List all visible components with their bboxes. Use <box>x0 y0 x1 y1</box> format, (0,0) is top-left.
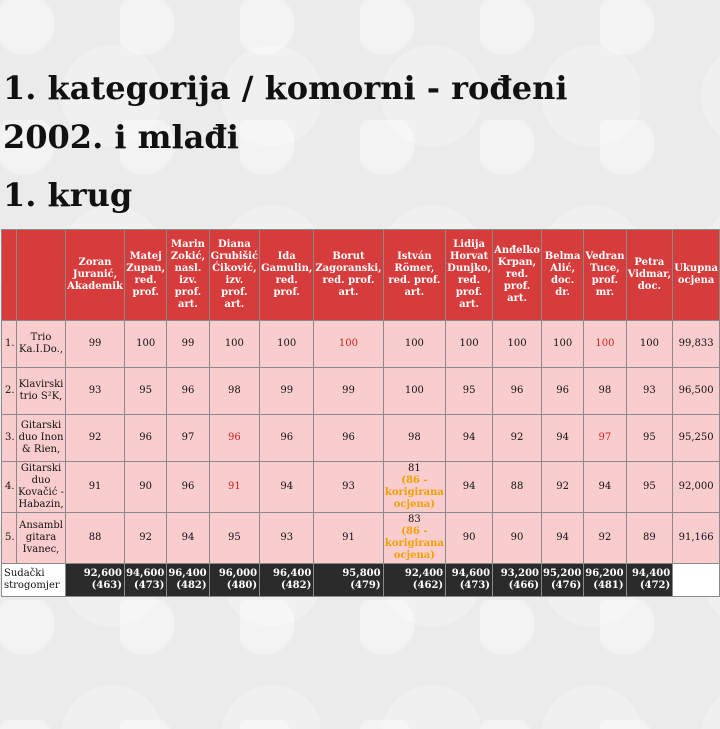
strictness-sum: (481) <box>593 580 624 591</box>
score-value: 96 <box>181 385 195 396</box>
strictness-value <box>314 564 383 597</box>
header-cell: Marin Zokić, nasl. izv. prof. art. <box>167 230 209 321</box>
score-value: 93 <box>643 385 656 396</box>
ensemble-name: Ansambl gitara Ivanec, <box>16 513 65 564</box>
header-cell: Zoran Juranić, Akademik <box>66 230 125 321</box>
score-cell <box>314 415 383 462</box>
strictness-avg: 96,400 <box>273 568 312 579</box>
score-value: 100 <box>595 338 615 349</box>
score-value: 90 <box>510 532 524 543</box>
score-value: 96 <box>510 385 524 396</box>
score-cell <box>260 462 314 513</box>
score-value: 100 <box>136 338 156 349</box>
header-cell: Ukupna ocjena <box>673 230 720 321</box>
total-score: 96,500 <box>673 368 720 415</box>
score-cell <box>314 513 383 564</box>
score-value: 93 <box>88 385 102 396</box>
score-value: 92 <box>598 532 612 543</box>
score-cell <box>66 513 125 564</box>
total-score: 95,250 <box>673 415 720 462</box>
score-value: 91 <box>342 532 355 543</box>
score-cell <box>626 321 673 368</box>
score-cell <box>314 368 383 415</box>
score-value: 90 <box>139 481 153 492</box>
score-value: 96 <box>556 385 569 396</box>
score-cell <box>209 513 259 564</box>
strictness-sum: (463) <box>91 580 122 591</box>
ensemble-name: Gitarski duo Kovačić - Habazin, <box>16 462 65 513</box>
score-value: 94 <box>556 432 569 443</box>
score-cell <box>66 415 125 462</box>
score-value: 95 <box>139 385 153 396</box>
score-cell <box>66 321 125 368</box>
header-cell: Diana Grubišić Ćiković, izv. prof. art. <box>209 230 259 321</box>
correction-note: (86 - korigirana ocjena) <box>384 526 444 561</box>
ensemble-name: Trio Ka.I.Do., <box>16 321 65 368</box>
strictness-value <box>209 564 259 597</box>
strictness-avg: 92,400 <box>404 568 444 579</box>
strictness-sum: (473) <box>134 580 165 591</box>
score-value: 99 <box>181 338 195 349</box>
score-value: 90 <box>462 532 476 543</box>
score-value: 99 <box>342 385 355 396</box>
score-cell <box>167 368 209 415</box>
score-value: 100 <box>404 385 424 396</box>
strictness-avg: 95,200 <box>543 568 582 579</box>
score-cell <box>209 368 259 415</box>
score-cell <box>584 368 626 415</box>
strictness-avg: 96,000 <box>218 568 258 579</box>
score-value: 98 <box>408 432 421 443</box>
strictness-avg: 94,600 <box>451 568 491 579</box>
ensemble-name: Gitarski duo Inon & Rien, <box>16 415 65 462</box>
strictness-value <box>584 564 626 597</box>
strictness-row <box>2 564 720 597</box>
header-cell: Belma Alić, doc. dr. <box>542 230 584 321</box>
rank-cell: 3. <box>2 415 17 462</box>
score-cell <box>446 321 493 368</box>
header-row <box>2 230 720 321</box>
score-cell <box>209 462 259 513</box>
score-value: 92 <box>556 481 569 492</box>
score-cell <box>446 513 493 564</box>
score-value: 99 <box>88 338 102 349</box>
score-cell <box>446 368 493 415</box>
category-title-line2: 2002. i mlađi <box>3 118 239 156</box>
strictness-sum: (479) <box>350 580 381 591</box>
score-value: 100 <box>553 338 573 349</box>
score-value: 95 <box>227 532 241 543</box>
header-cell: Borut Zagoranski, red. prof. art. <box>314 230 383 321</box>
strictness-label: Sudački strogomjer <box>2 564 66 597</box>
score-value: 100 <box>459 338 479 349</box>
rank-cell: 4. <box>2 462 17 513</box>
header-cell: Anđelko Krpan, red. prof. art. <box>493 230 542 321</box>
score-value: 81 <box>408 463 421 474</box>
score-value: 94 <box>462 481 476 492</box>
score-cell <box>584 513 626 564</box>
score-cell <box>493 415 542 462</box>
score-cell <box>314 321 383 368</box>
score-value: 97 <box>598 432 612 443</box>
score-value: 100 <box>639 338 659 349</box>
score-value: 97 <box>181 432 195 443</box>
score-cell <box>383 462 446 513</box>
header-cell <box>2 230 17 321</box>
strictness-sum: (482) <box>280 580 312 591</box>
strictness-sum: (472) <box>639 580 671 591</box>
score-value: 100 <box>338 338 358 349</box>
score-value: 92 <box>139 532 153 543</box>
table-row <box>2 513 720 564</box>
header-cell: Petra Vidmar, doc. <box>626 230 673 321</box>
score-value: 91 <box>227 481 241 492</box>
strictness-value <box>626 564 673 597</box>
strictness-value <box>124 564 166 597</box>
score-cell <box>493 321 542 368</box>
score-value: 94 <box>598 481 612 492</box>
score-value: 88 <box>88 532 102 543</box>
strictness-sum: (482) <box>176 580 207 591</box>
score-value: 89 <box>643 532 656 543</box>
score-value: 92 <box>88 432 102 443</box>
score-cell <box>260 321 314 368</box>
strictness-value <box>446 564 493 597</box>
score-cell <box>383 415 446 462</box>
strictness-avg: 94,400 <box>631 568 671 579</box>
table-row <box>2 368 720 415</box>
score-value: 94 <box>556 532 569 543</box>
strictness-sum: (466) <box>508 580 539 591</box>
strictness-avg: 92,600 <box>83 568 122 579</box>
score-cell <box>167 321 209 368</box>
score-cell <box>542 513 584 564</box>
strictness-avg: 96,400 <box>168 568 207 579</box>
strictness-value <box>493 564 542 597</box>
score-value: 91 <box>88 481 102 492</box>
score-value: 98 <box>227 385 241 396</box>
score-value: 96 <box>280 432 294 443</box>
score-value: 96 <box>139 432 153 443</box>
header-cell: István Römer, red. prof. art. <box>383 230 446 321</box>
score-cell <box>124 462 166 513</box>
score-value: 95 <box>643 481 656 492</box>
score-cell <box>493 462 542 513</box>
score-value: 96 <box>227 432 241 443</box>
score-cell <box>542 462 584 513</box>
score-value: 92 <box>510 432 524 443</box>
score-value: 94 <box>181 532 195 543</box>
strictness-sum: (480) <box>226 580 258 591</box>
score-value: 93 <box>342 481 355 492</box>
score-cell <box>260 368 314 415</box>
score-value: 96 <box>342 432 355 443</box>
score-cell <box>124 415 166 462</box>
score-cell <box>314 462 383 513</box>
score-cell <box>542 368 584 415</box>
score-cell <box>383 513 446 564</box>
score-value: 99 <box>280 385 294 396</box>
score-cell <box>209 321 259 368</box>
strictness-avg: 95,800 <box>342 568 381 579</box>
score-cell <box>626 513 673 564</box>
score-cell <box>383 368 446 415</box>
score-cell <box>446 415 493 462</box>
total-score: 99,833 <box>673 321 720 368</box>
rank-cell: 5. <box>2 513 17 564</box>
header-cell: Lidija Horvat Dunjko, red. prof. art. <box>446 230 493 321</box>
score-cell <box>446 462 493 513</box>
rank-cell: 2. <box>2 368 17 415</box>
header-cell: Matej Zupan, red. prof. <box>124 230 166 321</box>
results-table <box>1 229 720 597</box>
score-cell <box>260 513 314 564</box>
strictness-avg: 93,200 <box>500 568 539 579</box>
score-cell <box>66 462 125 513</box>
score-value: 100 <box>277 338 297 349</box>
score-cell <box>493 513 542 564</box>
blank-cell <box>673 564 720 597</box>
header-cell <box>16 230 65 321</box>
score-cell <box>626 368 673 415</box>
total-score: 92,000 <box>673 462 720 513</box>
score-value: 93 <box>280 532 294 543</box>
score-cell <box>124 513 166 564</box>
score-value: 95 <box>643 432 656 443</box>
strictness-sum: (462) <box>412 580 444 591</box>
results-body <box>2 321 720 564</box>
strictness-value <box>260 564 314 597</box>
strictness-sum: (476) <box>550 580 582 591</box>
score-cell <box>124 321 166 368</box>
score-value: 95 <box>462 385 476 396</box>
score-value: 96 <box>181 481 195 492</box>
header-cell: Vedran Tuce, prof. mr. <box>584 230 626 321</box>
table-row <box>2 321 720 368</box>
score-cell <box>584 462 626 513</box>
strictness-avg: 94,600 <box>126 568 165 579</box>
score-value: 100 <box>224 338 244 349</box>
score-cell <box>626 415 673 462</box>
strictness-value <box>542 564 584 597</box>
score-value: 98 <box>598 385 612 396</box>
score-value: 94 <box>280 481 294 492</box>
score-cell <box>260 415 314 462</box>
table-row <box>2 415 720 462</box>
score-cell <box>209 415 259 462</box>
total-score: 91,166 <box>673 513 720 564</box>
table-row <box>2 462 720 513</box>
score-cell <box>493 368 542 415</box>
correction-note: (86 - korigirana ocjena) <box>384 475 444 510</box>
strictness-value <box>383 564 446 597</box>
score-cell <box>66 368 125 415</box>
header-cell: Ida Gamulin, red. prof. <box>260 230 314 321</box>
score-value: 88 <box>510 481 524 492</box>
strictness-value <box>167 564 209 597</box>
score-value: 94 <box>462 432 476 443</box>
category-title: 1. kategorija / komorni - rođeni <box>3 69 568 107</box>
score-cell <box>542 415 584 462</box>
score-value: 83 <box>408 514 421 525</box>
score-cell <box>584 321 626 368</box>
score-cell <box>626 462 673 513</box>
score-cell <box>124 368 166 415</box>
ensemble-name: Klavirski trio S²K, <box>16 368 65 415</box>
score-cell <box>167 462 209 513</box>
round-title: 1. krug <box>3 176 133 214</box>
strictness-sum: (473) <box>459 580 491 591</box>
score-cell <box>167 513 209 564</box>
strictness-avg: 96,200 <box>585 568 624 579</box>
score-value: 100 <box>507 338 527 349</box>
score-cell <box>383 321 446 368</box>
score-cell <box>542 321 584 368</box>
score-value: 100 <box>404 338 424 349</box>
rank-cell: 1. <box>2 321 17 368</box>
score-cell <box>167 415 209 462</box>
score-cell <box>584 415 626 462</box>
strictness-value <box>66 564 125 597</box>
